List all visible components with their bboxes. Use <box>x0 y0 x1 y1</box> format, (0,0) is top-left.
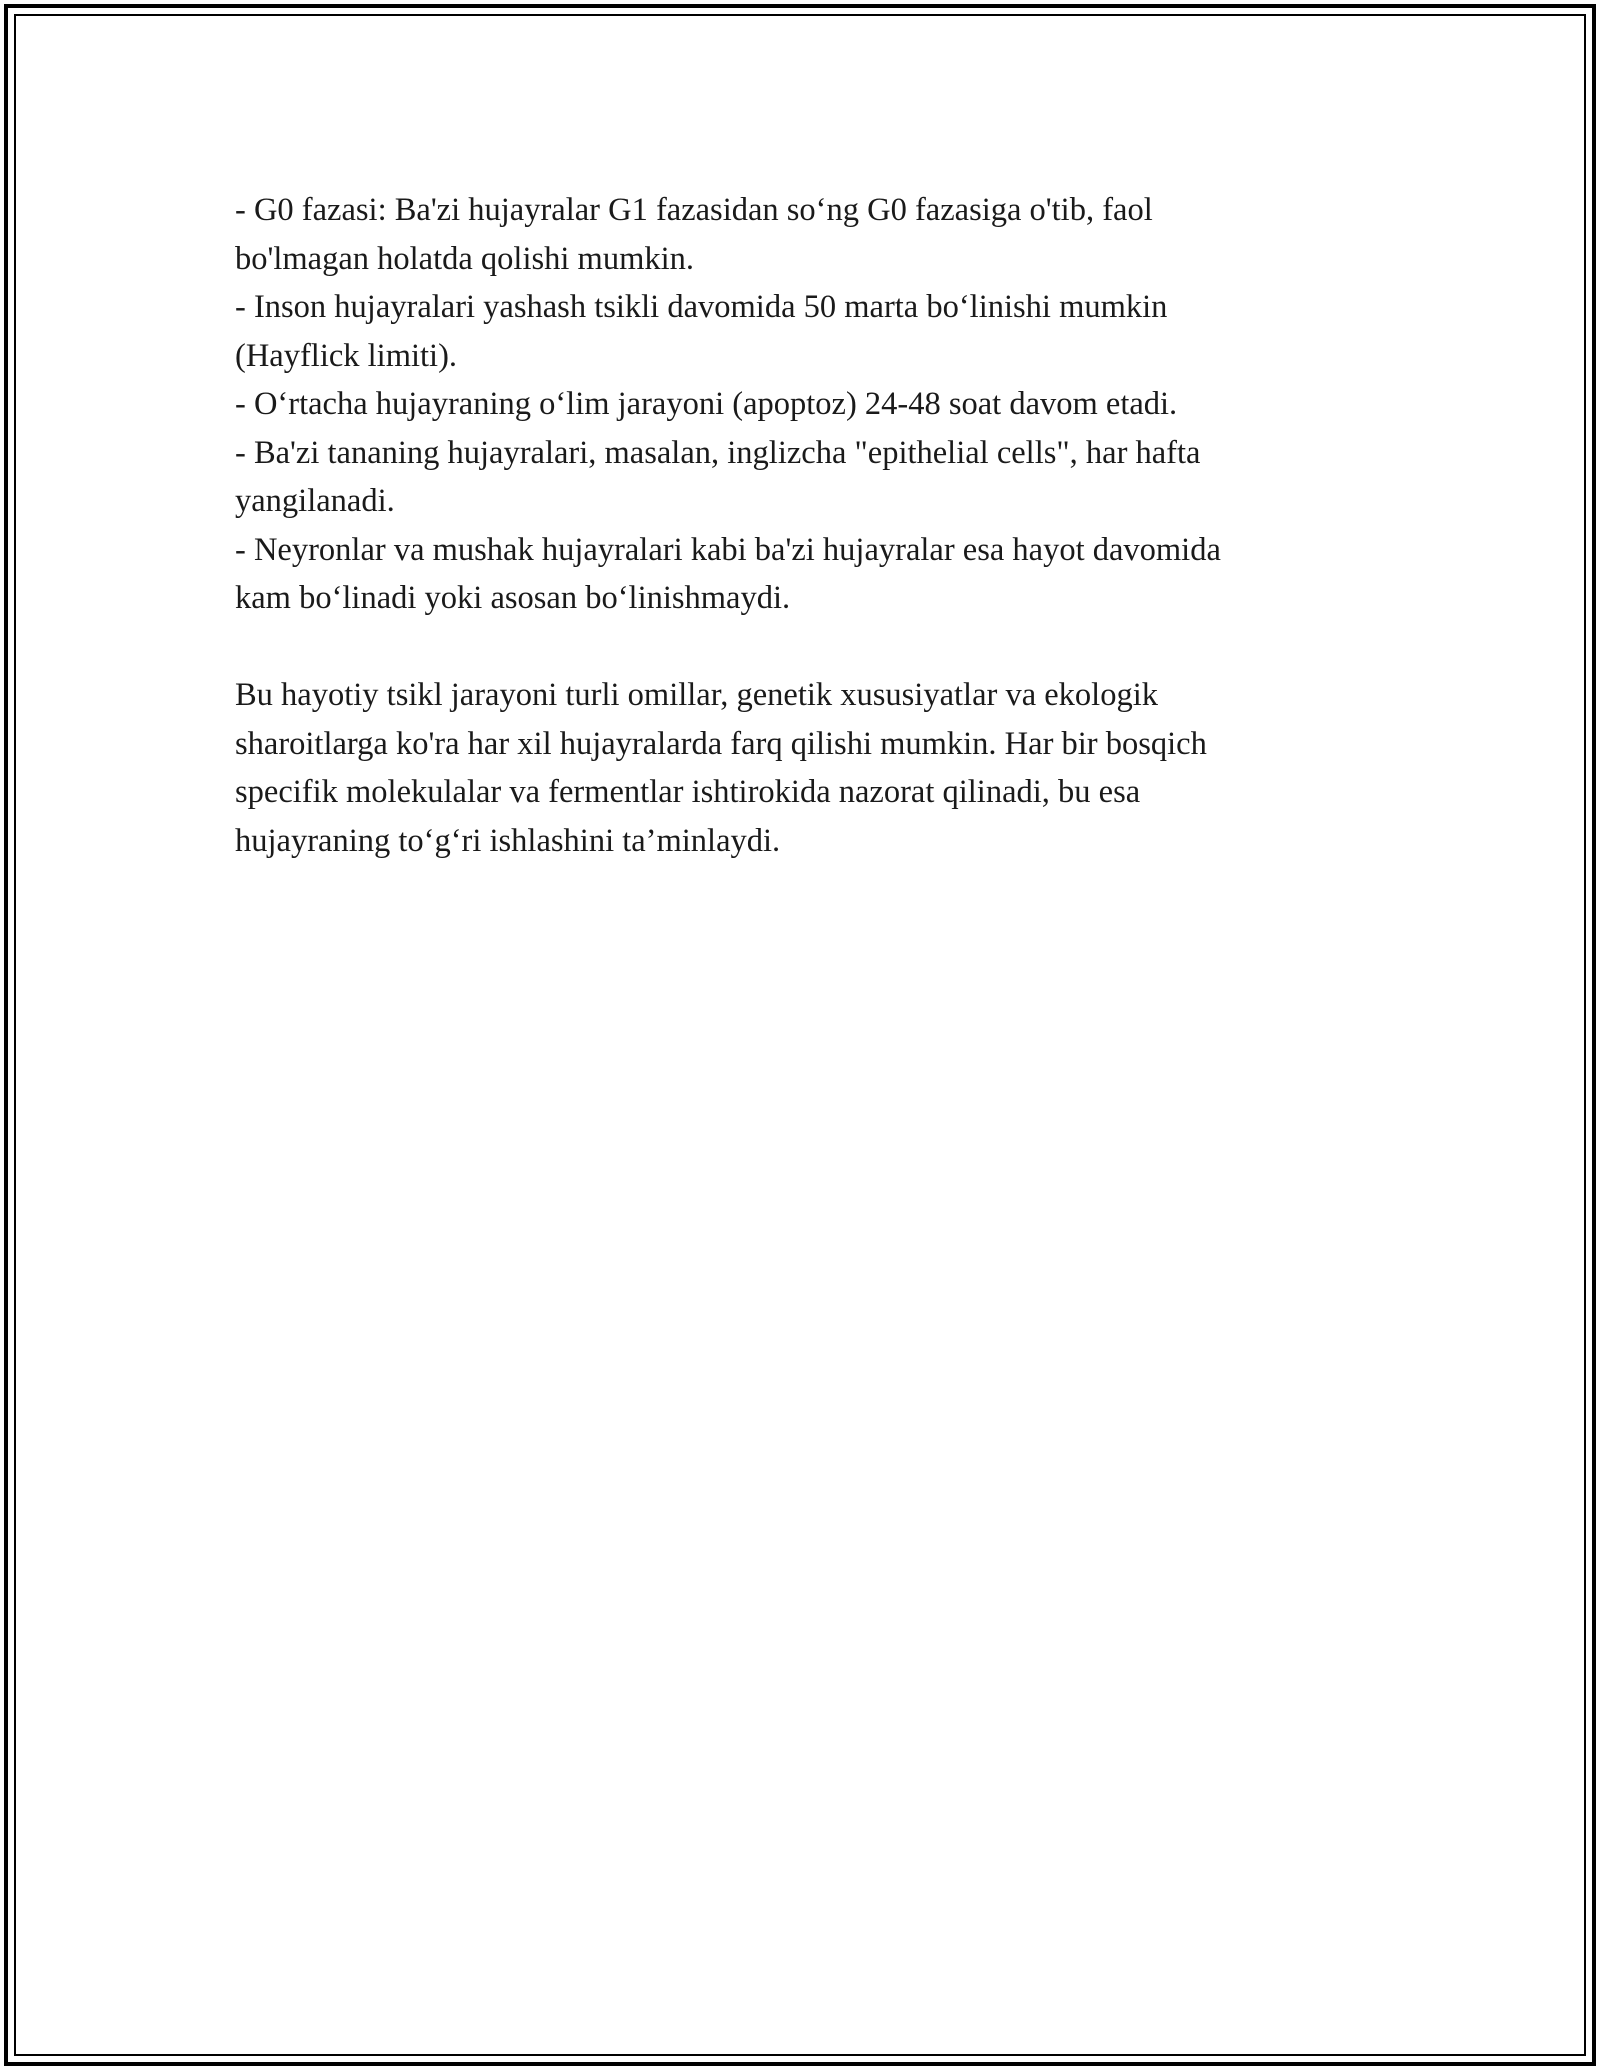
text-line: (Hayflick limiti). <box>235 337 458 374</box>
text-line: - Neyronlar va mushak hujayralari kabi ba'zi hujayralar esa hayot davomida <box>235 531 1221 568</box>
summary-paragraph <box>235 671 1375 865</box>
text-line: hujayraning to‘g‘ri ishlashini ta’minlaydi. <box>235 822 781 859</box>
text-line: sharoitlarga ko'ra har xil hujayralarda farq qilishi mumkin. Har bir bosqich <box>235 725 1207 762</box>
text-line: - Ba'zi tananing hujayralari, masalan, inglizcha "epithelial cells", har hafta <box>235 434 1201 471</box>
paragraph-gap <box>235 623 1375 672</box>
text-line: yangilanadi. <box>235 483 395 519</box>
text-line: Bu hayotiy tsikl jarayoni turli omillar, genetik xususiyatlar va ekologik <box>235 677 1158 713</box>
bullet-list <box>235 186 1375 623</box>
text-line: - G0 fazasi: Ba'zi hujayralar G1 fazasidan so‘ng G0 fazasiga o'tib, faol <box>235 192 1153 228</box>
document-body <box>235 186 1375 865</box>
text-line: - Inson hujayralari yashash tsikli davomida 50 marta bo‘linishi mumkin <box>235 289 1168 325</box>
text-line: specifik molekulalar va fermentlar ishtirokida nazorat qilinadi, bu esa <box>235 774 1141 810</box>
text-line: - O‘rtacha hujayraning o‘lim jarayoni (apoptoz) 24-48 soat davom etadi. <box>235 386 1178 422</box>
text-line: kam bo‘linadi yoki asosan bo‘linishmaydi. <box>235 580 791 616</box>
text-line: bo'lmagan holatda qolishi mumkin. <box>235 240 694 277</box>
